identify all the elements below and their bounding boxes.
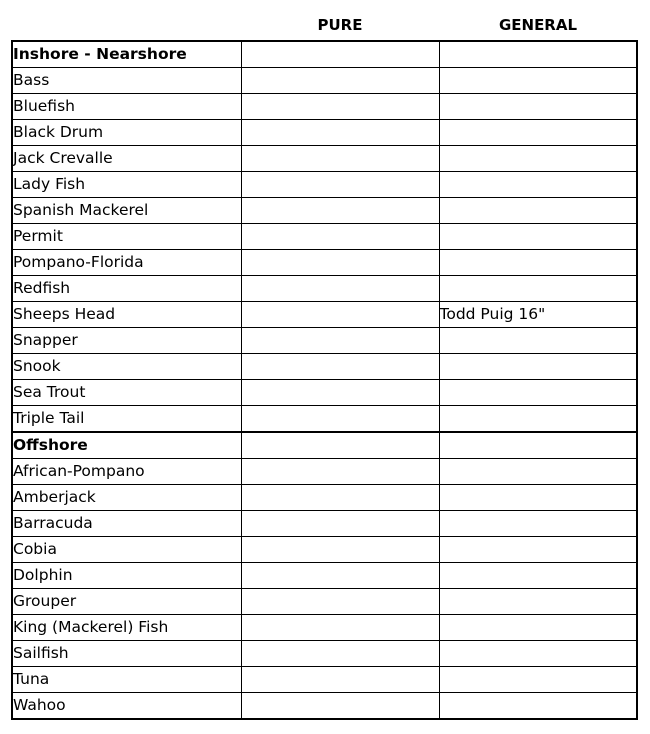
pure-record-cell [241,302,439,328]
general-record-cell [439,511,637,537]
fish-name-cell: Cobia [12,537,241,563]
table-row [12,459,637,485]
general-record-cell [439,94,637,120]
fish-name-cell: Amberjack [12,485,241,511]
general-record-cell [439,276,637,302]
pure-record-cell [241,380,439,406]
pure-record-cell [241,693,439,720]
pure-record-cell [241,406,439,433]
fish-name-cell: Lady Fish [12,172,241,198]
table-row [12,615,637,641]
table-row [12,485,637,511]
fish-name-cell: Snapper [12,328,241,354]
general-record-cell: Todd Puig 16" [439,302,637,328]
general-record-cell [439,328,637,354]
general-record-cell [439,406,637,433]
fish-name-cell: Sea Trout [12,380,241,406]
fish-name-cell: Redfish [12,276,241,302]
section-header-row [12,432,637,459]
fish-name-cell: King (Mackerel) Fish [12,615,241,641]
section-header-row [12,41,637,68]
fish-name-cell: Snook [12,354,241,380]
table-row [12,302,637,328]
fish-name-cell: Jack Crevalle [12,146,241,172]
general-record-cell [439,485,637,511]
table-row [12,667,637,693]
general-record-cell [439,459,637,485]
fish-name-cell: Dolphin [12,563,241,589]
pure-record-cell [241,667,439,693]
fish-name-cell: Pompano-Florida [12,250,241,276]
section-general-cell [439,41,637,68]
fish-name-cell: Bluefish [12,94,241,120]
general-record-cell [439,172,637,198]
fish-name-cell: Triple Tail [12,406,241,433]
table-row [12,693,637,720]
general-record-cell [439,224,637,250]
section-pure-cell [241,432,439,459]
table-row [12,68,637,94]
table-row [12,641,637,667]
column-header-pure: PURE [317,16,363,34]
general-record-cell [439,589,637,615]
table-row [12,146,637,172]
table-row [12,328,637,354]
fish-name-cell: Sailfish [12,641,241,667]
pure-record-cell [241,485,439,511]
column-header-general: GENERAL [498,16,578,34]
pure-record-cell [241,276,439,302]
general-record-cell [439,641,637,667]
fish-name-cell: Grouper [12,589,241,615]
pure-record-cell [241,120,439,146]
table-row [12,120,637,146]
fish-name-cell: Bass [12,68,241,94]
pure-record-cell [241,589,439,615]
pure-record-cell [241,198,439,224]
pure-record-cell [241,511,439,537]
pure-record-cell [241,641,439,667]
table-row [12,172,637,198]
fish-name-cell: Barracuda [12,511,241,537]
general-record-cell [439,563,637,589]
pure-record-cell [241,354,439,380]
pure-record-cell [241,250,439,276]
fish-name-cell: Sheeps Head [12,302,241,328]
general-record-cell [439,146,637,172]
section-general-cell [439,432,637,459]
general-record-cell [439,380,637,406]
table-row [12,224,637,250]
general-record-cell [439,615,637,641]
pure-record-cell [241,563,439,589]
fish-name-cell: Black Drum [12,120,241,146]
table-row [12,198,637,224]
fish-name-cell: Tuna [12,667,241,693]
fish-records-table [11,40,638,720]
general-record-cell [439,120,637,146]
pure-record-cell [241,68,439,94]
table-row [12,94,637,120]
table-row [12,563,637,589]
general-record-cell [439,693,637,720]
table-row [12,406,637,433]
general-record-cell [439,537,637,563]
pure-record-cell [241,459,439,485]
section-title: Inshore - Nearshore [12,41,241,68]
general-record-cell [439,198,637,224]
pure-record-cell [241,224,439,250]
fish-name-cell: Permit [12,224,241,250]
table-row [12,511,637,537]
general-record-cell [439,667,637,693]
pure-record-cell [241,615,439,641]
fish-name-cell: Spanish Mackerel [12,198,241,224]
section-title: Offshore [12,432,241,459]
pure-record-cell [241,537,439,563]
pure-record-cell [241,172,439,198]
table-row [12,250,637,276]
fish-name-cell: Wahoo [12,693,241,720]
table-row [12,276,637,302]
table-row [12,354,637,380]
section-pure-cell [241,41,439,68]
table-row [12,380,637,406]
general-record-cell [439,354,637,380]
pure-record-cell [241,328,439,354]
fish-records-body [12,41,637,719]
fish-name-cell: African-Pompano [12,459,241,485]
table-row [12,589,637,615]
general-record-cell [439,68,637,94]
pure-record-cell [241,94,439,120]
general-record-cell [439,250,637,276]
pure-record-cell [241,146,439,172]
table-row [12,537,637,563]
